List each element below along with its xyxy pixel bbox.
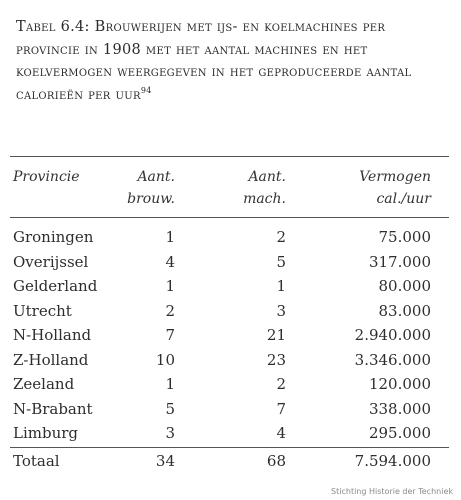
header-mach-line2: mach. (243, 191, 286, 207)
total-brouw: 34 (155, 452, 175, 470)
cell-provincie: N-Holland (13, 326, 92, 344)
cell-provincie: Utrecht (13, 301, 72, 320)
header-cap-line1: Vermogen (359, 169, 431, 185)
cell-cal: 75.000 (378, 228, 431, 246)
cell-brouw: 2 (165, 301, 175, 320)
cell-mach: 21 (266, 326, 286, 344)
province-table (13, 225, 431, 446)
table-row (13, 225, 431, 250)
cell-provincie: Gelderland (13, 277, 98, 295)
total-rule (10, 447, 449, 448)
cell-provincie: Z-Holland (13, 350, 89, 369)
cell-cal: 83.000 (378, 301, 431, 320)
cell-brouw: 1 (165, 277, 175, 295)
table-row (13, 421, 431, 446)
caption-label: Tabel 6.4: (16, 19, 90, 35)
header-mach-line1: Aant. (248, 169, 286, 185)
cell-cal: 3.346.000 (354, 350, 431, 369)
caption-text: Brouwerijen met ijs- en koelmachines per provincie in 1908 met het aantal machines en het koelvermogen weergegeven in het geproduceerde aantal calorieën per uur (16, 19, 412, 103)
cell-cal: 317.000 (368, 252, 431, 271)
cell-cal: 80.000 (378, 277, 431, 295)
table-row (13, 348, 431, 373)
cell-provincie: N-Brabant (13, 399, 93, 418)
cell-brouw: 5 (165, 399, 175, 418)
cell-mach: 1 (276, 277, 286, 295)
cell-mach: 7 (276, 399, 286, 418)
cell-cal: 295.000 (368, 424, 431, 442)
table-row (13, 250, 431, 275)
cell-brouw: 10 (155, 350, 175, 369)
cell-mach: 2 (276, 228, 286, 246)
header-brew-line1: Aant. (137, 169, 175, 185)
top-rule (10, 156, 449, 157)
cell-brouw: 1 (165, 375, 175, 393)
cell-mach: 5 (276, 252, 286, 271)
header-rule (10, 217, 449, 218)
cell-provincie: Zeeland (13, 375, 75, 393)
cell-mach: 3 (276, 301, 286, 320)
table-row (13, 397, 431, 422)
cell-brouw: 3 (165, 424, 175, 442)
table-row (13, 274, 431, 299)
cell-provincie: Overijssel (13, 252, 89, 271)
table-row (13, 372, 431, 397)
cell-provincie: Groningen (13, 228, 94, 246)
cell-mach: 2 (276, 375, 286, 393)
cell-brouw: 1 (165, 228, 175, 246)
watermark: Stichting Historie der Techniek (331, 487, 453, 496)
total-cal: 7.594.000 (354, 452, 431, 470)
footnote-marker: 94 (140, 85, 152, 95)
table-row (13, 323, 431, 348)
cell-brouw: 4 (165, 252, 175, 271)
cell-cal: 2.940.000 (354, 326, 431, 344)
cell-mach: 23 (266, 350, 286, 369)
cell-brouw: 7 (165, 326, 175, 344)
table-row (13, 299, 431, 324)
total-label: Totaal (13, 452, 60, 470)
header-cap-line2: cal./uur (376, 191, 431, 207)
cell-mach: 4 (276, 424, 286, 442)
cell-cal: 120.000 (368, 375, 431, 393)
cell-provincie: Limburg (13, 424, 79, 442)
cell-cal: 338.000 (368, 399, 431, 418)
total-mach: 68 (266, 452, 286, 470)
header-brew-line2: brouw. (127, 191, 175, 207)
header-provincie: Provincie (13, 169, 80, 185)
table-caption (16, 16, 446, 106)
